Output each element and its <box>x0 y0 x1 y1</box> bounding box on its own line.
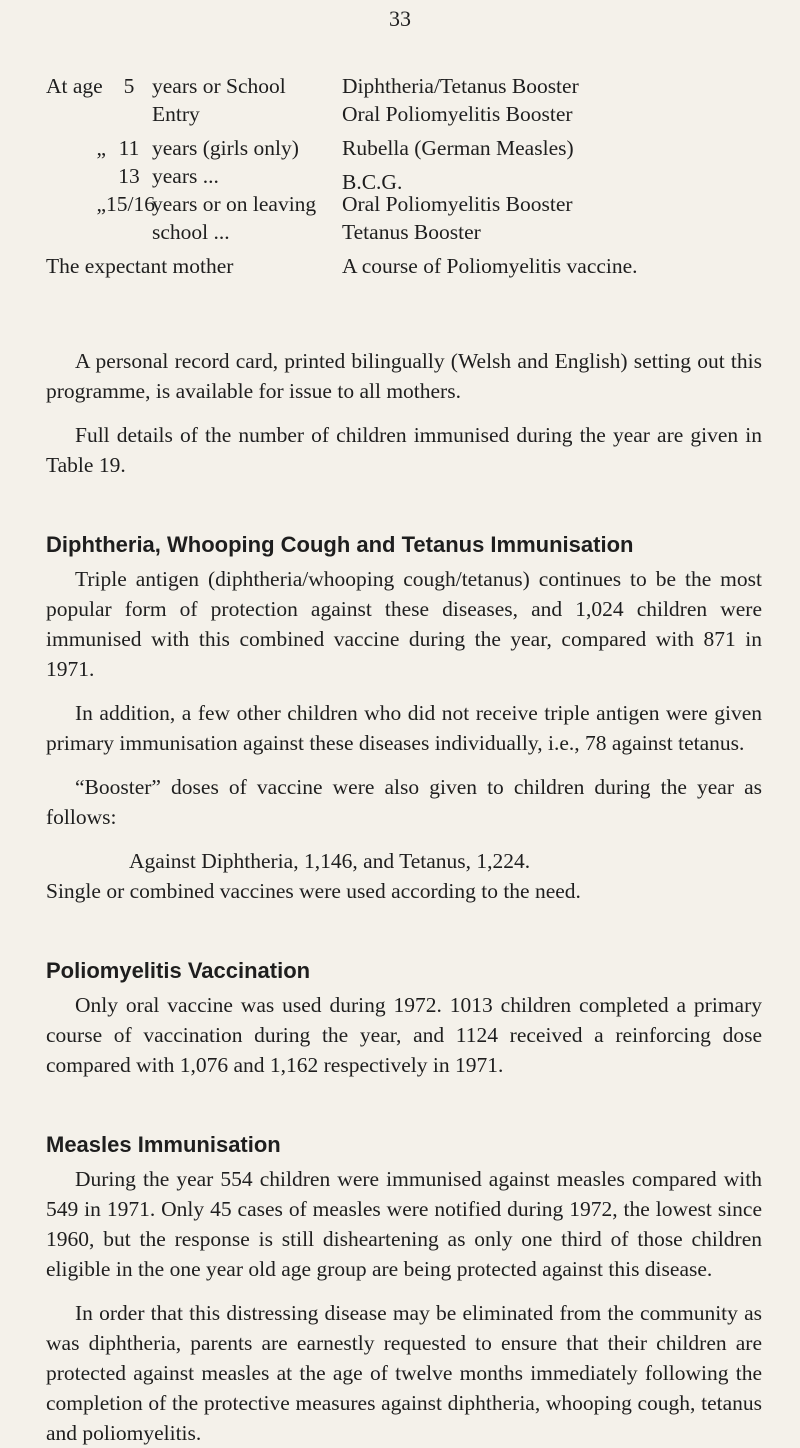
vaccine: Tetanus Booster <box>342 220 481 244</box>
schedule-row <box>46 134 762 162</box>
paragraph: During the year 554 children were immunised against measles compared with 549 in 1971. Only 45 cases of measles were notified during 1972, the lowest since 1960, but the response is still disheartening as only one third of those children eligible in the one year old age group are being protected against this disease. <box>46 1167 762 1281</box>
paragraph-table-reference: Full details of the number of children immunised during the year are given in Table 19. <box>46 423 762 477</box>
immunisation-schedule <box>46 72 762 280</box>
body-text <box>46 346 762 1448</box>
section-heading-polio: Poliomyelitis Vaccination <box>46 958 311 983</box>
schedule-row <box>46 190 762 246</box>
vaccine: Oral Poliomyelitis Booster <box>342 192 573 216</box>
schedule-row <box>46 252 762 280</box>
ditto-mark: „ <box>96 136 106 160</box>
age-description: years (girls only) <box>152 136 299 160</box>
paragraph: Only oral vaccine was used during 1972. 1013 children completed a primary course of vaccination during the year, and 1124 received a reinforcing dose compared with 1,076 and 1,162 respectively in 1971. <box>46 993 762 1077</box>
age-number: 15/16 <box>106 192 155 216</box>
vaccine: Rubella (German Measles) <box>342 136 574 160</box>
paragraph-record-card: A personal record card, printed bilingually (Welsh and English) setting out this programme, is available for issue to all mothers. <box>46 349 762 403</box>
vaccine: B.C.G. <box>342 170 403 194</box>
age-label: At age <box>46 74 103 98</box>
age-description: years or School Entry <box>152 74 286 126</box>
vaccine: A course of Poliomyelitis vaccine. <box>342 254 638 278</box>
age-number: 11 <box>118 136 140 160</box>
ditto-mark: „ <box>96 192 106 216</box>
schedule-row <box>46 162 762 194</box>
booster-figures: Against Diphtheria, 1,146, and Tetanus, 1,224. <box>129 849 531 873</box>
section-heading-measles: Measles Immunisation <box>46 1132 281 1157</box>
age-label: The expectant mother <box>46 254 234 278</box>
paragraph: In order that this distressing disease may be eliminated from the community as was diphtheria, parents are earnestly requested to ensure that their children are protected against measles at the age of twelve months immediately following the completion of the protective measures against diphtheria, whooping cough, tetanus and poliomyelitis. <box>46 1301 762 1445</box>
paragraph: “Booster” doses of vaccine were also given to children during the year as follows: <box>46 775 762 829</box>
paragraph: In addition, a few other children who did not receive triple antigen were given primary immunisation against these diseases individually, i.e., 78 against tetanus. <box>46 701 762 755</box>
page-number: 33 <box>389 6 411 31</box>
age-number: 5 <box>123 74 135 98</box>
age-description: years or on leaving school ... <box>152 192 317 244</box>
vaccine: Oral Poliomyelitis Booster <box>342 102 573 126</box>
paragraph: Triple antigen (diphtheria/whooping cough/tetanus) continues to be the most popular form of protection against these diseases, and 1,024 children were immunised with this combined vaccine during the year, compared with 871 in 1971. <box>46 567 762 681</box>
paragraph: Single or combined vaccines were used according to the need. <box>46 879 581 903</box>
vaccine: Diphtheria/Tetanus Booster <box>342 74 579 98</box>
age-number: 13 <box>118 164 140 188</box>
schedule-row <box>46 72 762 128</box>
section-heading-dwt: Diphtheria, Whooping Cough and Tetanus Immunisation <box>46 532 634 557</box>
age-description: years ... <box>152 164 219 188</box>
